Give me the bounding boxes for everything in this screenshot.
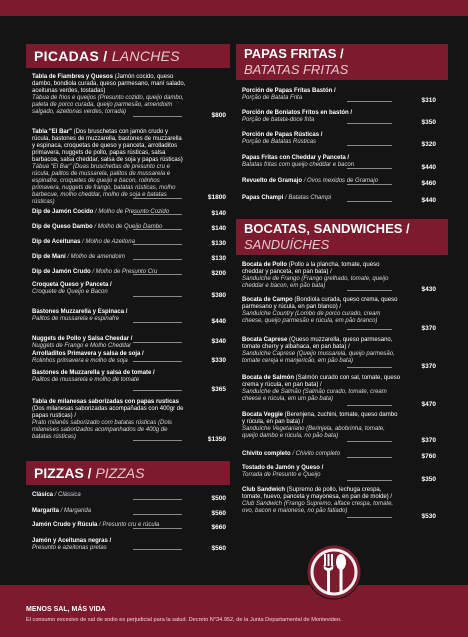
picadas-item <box>32 336 186 350</box>
item-description: (Dos milanesas saborizadas acompañadas con 400gr de papas rusticas) / <box>32 406 184 419</box>
item-description: (Queso muzzarella, queso parmesano, tomate cherry y albahaca, en pan bata) / <box>242 337 393 350</box>
picadas-item <box>32 309 186 323</box>
leader-line <box>347 517 393 518</box>
leader-line <box>347 480 393 481</box>
item-name: Dip de Maní <box>32 254 66 260</box>
leader-line <box>347 101 393 102</box>
item-name: Bocata Veggie <box>242 412 284 418</box>
item-name: Dip de Jamón Crudo <box>32 269 91 275</box>
item-price: $440 <box>211 318 226 325</box>
pizzas-title-pt: PIZZAS <box>95 465 145 481</box>
leader-line <box>347 145 393 146</box>
item-name: Tostado de Jamón y Queso / <box>242 465 324 471</box>
papas-header <box>236 44 448 80</box>
bocatas-item <box>242 262 402 290</box>
item-price: $350 <box>421 476 436 483</box>
item-translation: Sanduíche Country (Lombo de porco curado, cream cheese, queijo parmesão e rúcula, em pão branco) <box>242 311 381 324</box>
item-name: Porción de Boniatos Fritos en bastón / <box>242 110 353 116</box>
item-translation: / Molho de Presunto Cozido <box>93 209 170 215</box>
item-translation: / Molho de Presunto Cru <box>90 269 158 275</box>
leader-line <box>133 274 182 275</box>
item-translation: Torrada de Presunto e Queijo <box>242 472 321 478</box>
item-description: (Jamón cocido, queso dambo, bondiola curada, queso parmesano, maní salado, aceitunas verdes, tostadas) <box>32 74 186 94</box>
item-translation: Club Sandwich (Frango Supremo, alface crespa, tomate, ovo, bacon e maionese, no pão fatiado) <box>242 501 394 514</box>
item-price: $310 <box>421 97 436 104</box>
item-price: $340 <box>211 338 226 345</box>
item-translation: / Molho de Azeitona <box>80 239 135 245</box>
item-name: Bastones de Muzzarella y salsa de tomate / <box>32 370 155 376</box>
fork-spoon-icon <box>306 540 362 604</box>
picadas-item <box>32 74 186 116</box>
item-price: $370 <box>421 363 436 370</box>
item-name: Dip de Jamón Cocido <box>32 209 94 215</box>
leader-line <box>133 342 182 343</box>
leader-line <box>347 168 393 169</box>
item-translation: Croquete de Queijo e Bacon <box>32 289 108 295</box>
item-name: Bocata de Pollo <box>242 262 288 268</box>
item-name: Arrolladitos Primavera y salsa de soja / <box>32 351 144 357</box>
pizzas-header <box>26 461 230 485</box>
picadas-item <box>32 399 186 441</box>
bocatas-item <box>242 337 402 365</box>
item-name: Porción de Papas Rústicas / <box>242 132 323 138</box>
item-price: $365 <box>211 386 226 393</box>
item-name: Margarita <box>32 508 60 514</box>
item-translation: / Molho de Queijo Dambo <box>92 224 163 230</box>
item-price: $760 <box>421 453 436 460</box>
papas-item <box>242 155 402 169</box>
picadas-item <box>32 370 186 384</box>
leader-line <box>133 514 182 515</box>
item-translation: / Batatas Champi <box>283 195 332 201</box>
item-price: $560 <box>211 545 226 552</box>
leader-line <box>133 296 182 297</box>
leader-line <box>347 405 393 406</box>
papas-item <box>242 88 402 102</box>
item-description: (Berenjena, zuchini, tomate, queso dambo y rúcula, en pan bata) / <box>242 412 398 425</box>
item-name: Papas Champi <box>242 195 284 201</box>
item-translation: / Presunto cru e rúcula <box>97 522 160 528</box>
leader-line <box>347 201 393 202</box>
item-price: $130 <box>211 240 226 247</box>
item-name: Tabla "El Bar" <box>32 129 72 135</box>
item-price: $330 <box>211 357 226 364</box>
item-translation: Palitos de mussarela e espinafre <box>32 316 120 322</box>
picadas-item <box>32 282 186 296</box>
item-name: Club Sandwich <box>242 487 286 493</box>
item-price: $460 <box>421 180 436 187</box>
item-price: $1350 <box>207 436 226 443</box>
pizzas-item <box>32 492 186 499</box>
picadas-header <box>26 44 230 68</box>
item-price: $320 <box>421 141 436 148</box>
item-name: Dip de Aceitunas <box>32 239 81 245</box>
item-translation: / Chivito completo <box>290 451 341 457</box>
item-name: Jamón Crudo y Rúcula <box>32 522 98 528</box>
item-name: Dip de Queso Dambo <box>32 224 93 230</box>
item-translation: Porção de batata-doce frita <box>242 117 315 123</box>
leader-line <box>133 229 182 230</box>
leader-line <box>133 390 182 391</box>
footer-slogan: MENOS SAL, MÁS VIDA <box>26 606 106 613</box>
item-price: $140 <box>211 210 226 217</box>
bocatas-item <box>242 487 402 515</box>
item-description: (Salmón curado con sal, tomate, queso crema y rúcula, en pan bata) / <box>242 375 401 388</box>
leader-line <box>133 440 182 441</box>
footer <box>0 585 468 637</box>
papas-item <box>242 110 402 124</box>
item-price: $200 <box>211 270 226 277</box>
top-accent-bar <box>0 0 468 16</box>
item-price: $470 <box>421 401 436 408</box>
item-name: Jamón y Aceitunas negras / <box>32 538 112 544</box>
item-price: $140 <box>211 225 226 232</box>
item-name: Bocata Caprese <box>242 337 288 343</box>
item-price: $430 <box>421 286 436 293</box>
item-price: $500 <box>211 495 226 502</box>
item-translation: Rolinhos primavera e molho de soja <box>32 358 128 364</box>
item-price: $370 <box>421 325 436 332</box>
bocatas-item <box>242 297 402 325</box>
papas-item <box>242 132 402 146</box>
leader-line <box>133 198 182 199</box>
item-description: (Pollo a la plancha, tomate, queso cheddar y panceta, en pan bata) / <box>242 262 380 275</box>
item-description: (Supremo de pollo, lechuga crespa, tomate, huevo, panceta y mayonesa, en pan de molde) / <box>242 487 393 500</box>
item-name: Bocata de Salmón <box>242 375 295 381</box>
item-translation: Porção de Batata Frita <box>242 95 303 101</box>
item-price: $530 <box>421 513 436 520</box>
item-description: (Bondiola curada, queso crema, queso parmesano y rúcula, en pan blanco) / <box>242 297 398 310</box>
item-translation: / Molho de amendoim <box>65 254 126 260</box>
item-name: Croqueta Queso y Panceta / <box>32 282 112 288</box>
item-translation: Porção de Batatas Rústicas <box>242 139 317 145</box>
picadas-item <box>32 351 186 365</box>
item-name: Revuelto de Gramajo <box>242 178 303 184</box>
item-description: (Dos bruschetas con jamón crudo y rúcula, bastones de muzzarella, bastones de muzzarella y espinaca, croquetas de queso y panceta, arrolladitos primavera, nuggets de pollo, papas rústicas, salsa barbacoa, salsa cheddar, salsa de soja y papas rústicas) <box>32 129 183 163</box>
item-price: $800 <box>211 112 226 119</box>
leader-line <box>347 457 393 458</box>
item-translation: / Clássica <box>53 492 81 498</box>
bocatas-title: BOCATAS, SANDWICHES / <box>244 221 410 236</box>
bocatas-item <box>242 412 402 440</box>
bocatas-item <box>242 375 402 403</box>
item-translation: Sanduíche Vegetariano (Berinjela, abobrinha, tomate, queijo dambo e rúcula, no pão bata) <box>242 426 385 439</box>
leader-line <box>133 361 182 362</box>
picadas-item <box>32 129 186 206</box>
picadas-title: PICADAS / <box>34 48 112 64</box>
item-name: Chivito completo <box>242 451 291 457</box>
item-price: $1800 <box>207 194 226 201</box>
item-name: Papas Fritas con Cheddar y Panceta / <box>242 155 350 161</box>
item-translation: Sanduíche de Frango (Frango grelhado, tomate, queijo cheddar e bacon, em pão bata) <box>242 276 389 289</box>
item-price: $660 <box>211 524 226 531</box>
bocatas-title-pt: SANDUÍCHES <box>244 237 330 252</box>
bocatas-header <box>236 219 448 255</box>
item-translation: Presunto e azeitonas pretas <box>32 545 107 551</box>
item-name: Nuggets de Pollo y Salsa Cheedar / <box>32 336 133 342</box>
leader-line <box>347 290 393 291</box>
leader-line <box>347 329 393 330</box>
leader-line <box>133 214 182 215</box>
item-translation: Batatas fritas com queijo cheddar e bacon <box>242 162 355 168</box>
item-name: Tabla de Fiambres y Quesos <box>32 74 113 80</box>
item-price: $130 <box>211 255 226 262</box>
item-name: Clásica <box>32 492 54 498</box>
papas-title-pt: BATATAS FRITAS <box>244 62 349 77</box>
item-name: Bocata de Campo <box>242 297 293 303</box>
item-translation: Tábua de frios e queijos (Presunto cozido, queijo dambo, paleta de porco curada, queijo parmesão, amendoim salgado, azeitonas verdes, torrada) <box>32 95 184 115</box>
papas-title: PAPAS FRITAS / <box>244 46 344 61</box>
item-translation: Sanduíche Caprese (Queijo mussarela, queijo parmesão, tomate cereja e manjericão, em pão bata) <box>242 351 395 364</box>
item-translation: Tábua "El Bar" (Duas bruschettas de presunto cru e rúcula, palitos de mussarela, palitos de mussarela e espinafre, croquetes de queijo e bacon, rolinhos primavera, nuggets de frango, batatas rústicas, molho barbecue, molho cheddar, molho de soja e batatas rústicas) <box>32 164 176 205</box>
leader-line <box>347 441 393 442</box>
leader-line <box>347 123 393 124</box>
item-price: $380 <box>211 292 226 299</box>
leader-line <box>133 244 182 245</box>
leader-line <box>133 259 182 260</box>
bocatas-item <box>242 465 402 479</box>
item-name: Bastones Muzzarella y Espinaca / <box>32 309 128 315</box>
leader-line <box>133 528 182 529</box>
leader-line <box>133 549 182 550</box>
item-price: $370 <box>421 437 436 444</box>
item-translation: Nuggets de Frango e Molho Cheddar <box>32 343 132 349</box>
item-name: Tabla de milanesas saborizadas con papas rusticas <box>32 399 179 405</box>
leader-line <box>347 367 393 368</box>
leader-line <box>347 184 393 185</box>
pizzas-title: PIZZAS / <box>34 465 96 481</box>
leader-line <box>133 116 182 117</box>
item-translation: / Margarida <box>59 508 92 514</box>
item-translation: / Ovos mexidos de Gramajo <box>302 178 379 184</box>
item-price: $440 <box>421 164 436 171</box>
leader-line <box>133 499 182 500</box>
item-translation: Prato milanês saborizado com batatas rústicas (Dois milaneses saborizados acompanhados de 400g de batatas rústicas) <box>32 420 173 440</box>
item-name: Porción de Papas Fritas Bastón / <box>242 88 336 94</box>
item-price: $350 <box>421 119 436 126</box>
item-translation: Palitos de mussarela e molho de tomate <box>32 377 140 383</box>
picadas-title-pt: LANCHES <box>111 48 180 64</box>
item-price: $560 <box>211 510 226 517</box>
item-price: $440 <box>421 197 436 204</box>
footer-legal-notice: El consumo excesivo de sal de sodio es perjudicial para la salud. Decreto N°34.952, de la Junta Departamental de Montevideo. <box>26 617 342 623</box>
leader-line <box>133 322 182 323</box>
item-translation: Sanduíche de Salmão (Salmão curado, tomate, cream cheese e rúcula, em um pão bata) <box>242 389 387 402</box>
